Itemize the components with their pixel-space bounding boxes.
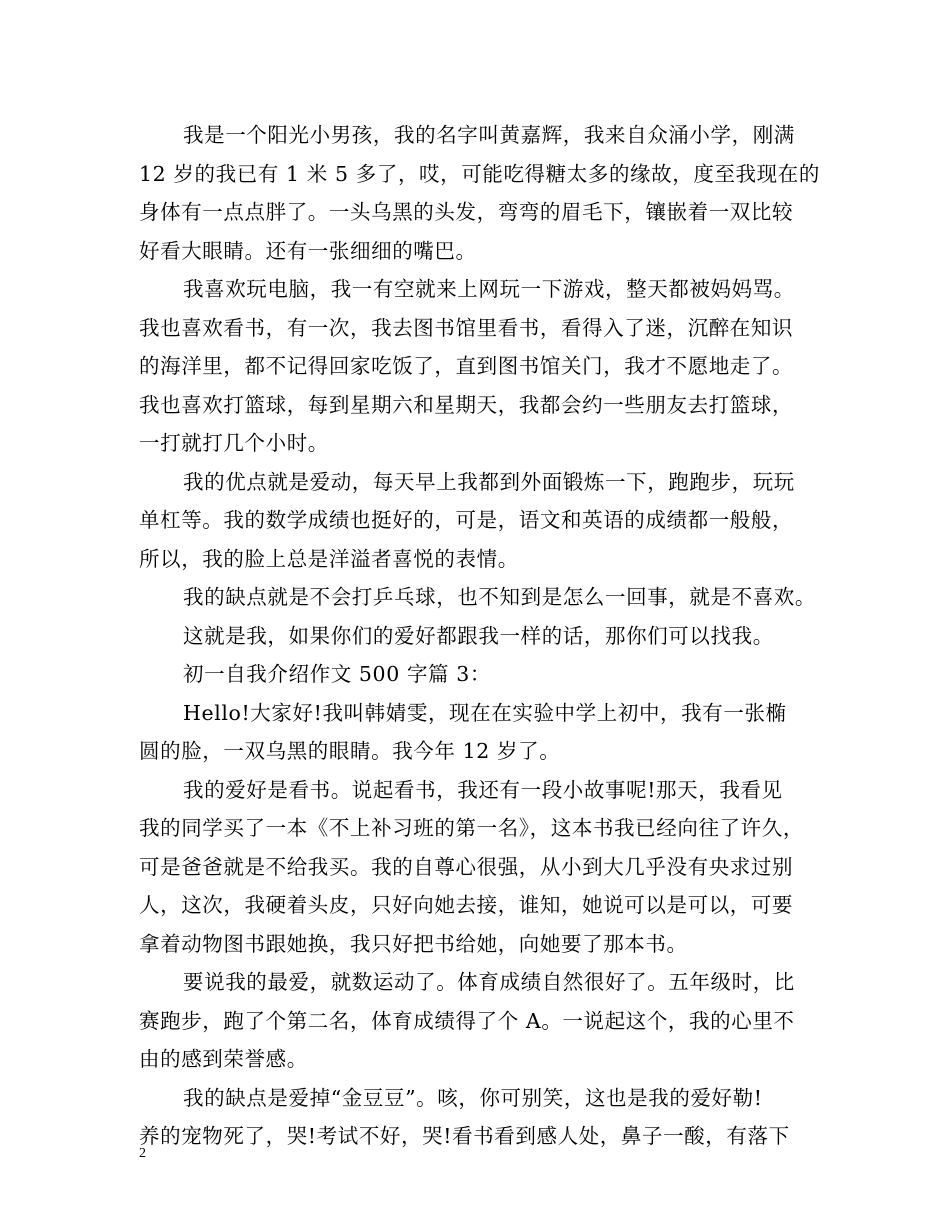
section-heading: 初一自我介绍作文 500 字篇 3： [183,662,492,686]
text-line: 这就是我，如果你们的爱好都跟我一样的话，那你们可以找我。 [183,623,774,648]
text-line: 拿着动物图书跟她换，我只好把书给她，向她要了那本书。 [139,931,688,956]
text-line: 一打就打几个小时。 [139,431,329,455]
text-line: 我的缺点是爱掉“金豆豆”。咳，你可别笑，这也是我的爱好勒! [183,1085,763,1110]
text-line: 我的优点就是爱动，每天早上我都到外面锻炼一下，跑跑步，玩玩 [183,469,795,494]
text-line: 我的缺点就是不会打乒乓球，也不知到是怎么一回事，就是不喜欢。 [183,585,816,609]
text-line: 要说我的最爱，就数运动了。体育成绩自然很好了。五年级时，比 [183,970,795,994]
text-line: 养的宠物死了，哭!考试不好，哭!看书看到感人处，鼻子一酸，有落下 [139,1124,790,1148]
text-line: 我的爱好是看书。说起看书，我还有一段小故事呢!那天，我看见 [183,777,783,802]
text-line: 圆的脸，一双乌黑的眼睛。我今年 12 岁了。 [139,739,561,763]
text-line: 单杠等。我的数学成绩也挺好的，可是，语文和英语的成绩都一般般， [139,508,794,532]
text-line: 人，这次，我硬着头皮，只好向她去接，谁知，她说可以是可以，可要 [139,893,794,917]
text-line: 身体有一点点胖了。一头乌黑的头发，弯弯的眉毛下，镶嵌着一双比较 [139,200,794,224]
page-number: 2 [139,1146,146,1161]
text-line: 可是爸爸就是不给我买。我的自尊心很强，从小到大几乎没有央求过别 [139,854,794,879]
text-line: 我也喜欢打篮球，每到星期六和星期天，我都会约一些朋友去打篮球， [139,392,794,417]
text-line: 我喜欢玩电脑，我一有空就来上网玩一下游戏，整天都被妈妈骂。 [183,277,795,301]
text-line: 的海洋里，都不记得回家吃饭了，直到图书馆关门，我才不愿地走了。 [139,354,794,378]
text-line: 我也喜欢看书，有一次，我去图书馆里看书，看得入了迷，沉醉在知识 [139,315,794,340]
body-text [139,116,829,1156]
text-line: 赛跑步，跑了个第二名，体育成绩得了个 A。一说起这个，我的心里不 [139,1008,795,1033]
text-line: 好看大眼睛。还有一张细细的嘴巴。 [139,238,477,263]
text-line: Hello!大家好!我叫韩婧雯，现在在实验中学上初中，我有一张椭 [183,700,787,725]
text-line: 我的同学买了一本《不上补习班的第一名》，这本书我已经向往了许久， [139,816,804,840]
text-line: 12 岁的我已有 1 米 5 多了，哎，可能吃得糖太多的缘故，度至我现在的 [139,161,820,186]
text-line: 由的感到荣誉感。 [139,1047,308,1071]
text-line: 我是一个阳光小男孩，我的名字叫黄嘉辉，我来自众涌小学，刚满 [183,123,795,147]
text-line: 所以，我的脸上总是洋溢者喜悦的表情。 [139,546,519,571]
